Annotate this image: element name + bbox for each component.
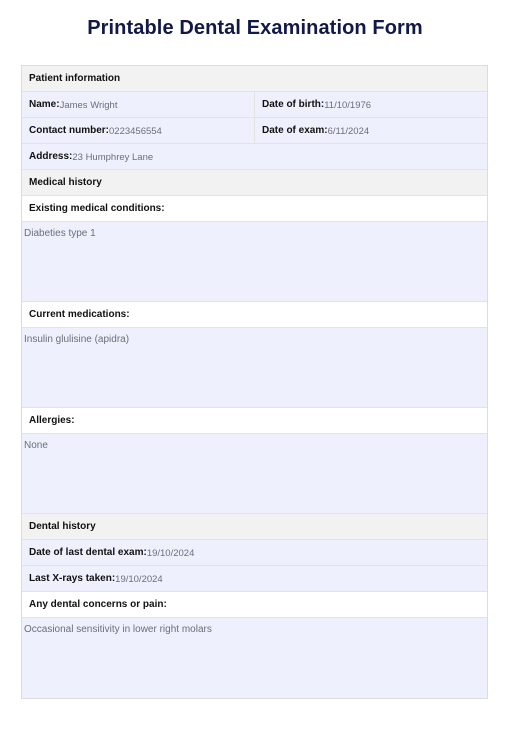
name-label: Name: (29, 99, 60, 110)
row-concerns-label (22, 592, 487, 618)
row-last-exam (22, 540, 487, 566)
conditions-label: Existing medical conditions: (29, 203, 165, 214)
allergies-value[interactable]: None (24, 440, 48, 451)
allergies-textarea[interactable] (22, 434, 487, 514)
row-xrays (22, 566, 487, 592)
last-exam-value[interactable]: 19/10/2024 (146, 548, 195, 559)
last-exam-field[interactable] (22, 540, 487, 565)
dob-value[interactable]: 11/10/1976 (324, 100, 372, 111)
conditions-textarea[interactable] (22, 222, 487, 302)
address-label: Address: (29, 151, 73, 162)
allergies-label: Allergies: (29, 415, 75, 426)
address-value[interactable]: 23 Humphrey Lane (72, 152, 154, 163)
row-allergies-label (22, 408, 487, 434)
contact-label: Contact number: (29, 125, 109, 136)
row-name-dob (22, 92, 487, 118)
section-label-patient: Patient information (29, 73, 121, 84)
dob-label: Date of birth: (262, 99, 325, 110)
name-field[interactable] (22, 92, 254, 117)
section-label-medical: Medical history (29, 177, 102, 188)
xrays-field[interactable] (22, 566, 487, 591)
row-conditions-label (22, 196, 487, 222)
dob-field[interactable] (254, 92, 487, 117)
section-header-dental (22, 514, 487, 540)
last-exam-label: Date of last dental exam: (29, 547, 147, 558)
name-value[interactable]: James Wright (59, 100, 118, 111)
medications-label: Current medications: (29, 309, 130, 320)
concerns-textarea[interactable] (22, 618, 487, 698)
contact-value[interactable]: 0223456554 (109, 126, 162, 137)
row-medications-label (22, 302, 487, 328)
section-header-medical (22, 170, 487, 196)
xrays-value[interactable]: 19/10/2024 (115, 574, 163, 585)
exam-date-value[interactable]: 6/11/2024 (327, 126, 370, 137)
medications-textarea[interactable] (22, 328, 487, 408)
section-label-dental: Dental history (29, 521, 96, 532)
row-address (22, 144, 487, 170)
xrays-label: Last X-rays taken: (29, 573, 116, 584)
medications-value[interactable]: Insulin glulisine (apidra) (24, 334, 130, 345)
conditions-value[interactable]: Diabeties type 1 (24, 228, 96, 239)
concerns-label: Any dental concerns or pain: (29, 599, 167, 610)
row-contact-exam (22, 118, 487, 144)
exam-date-field[interactable] (254, 118, 487, 143)
concerns-value[interactable]: Occasional sensitivity in lower right molars (24, 624, 212, 635)
page-title: Printable Dental Examination Form (87, 17, 423, 39)
address-field[interactable] (22, 144, 487, 169)
section-header-patient (22, 66, 487, 92)
dental-exam-form (21, 65, 488, 699)
contact-field[interactable] (22, 118, 254, 143)
exam-date-label: Date of exam: (262, 125, 328, 136)
